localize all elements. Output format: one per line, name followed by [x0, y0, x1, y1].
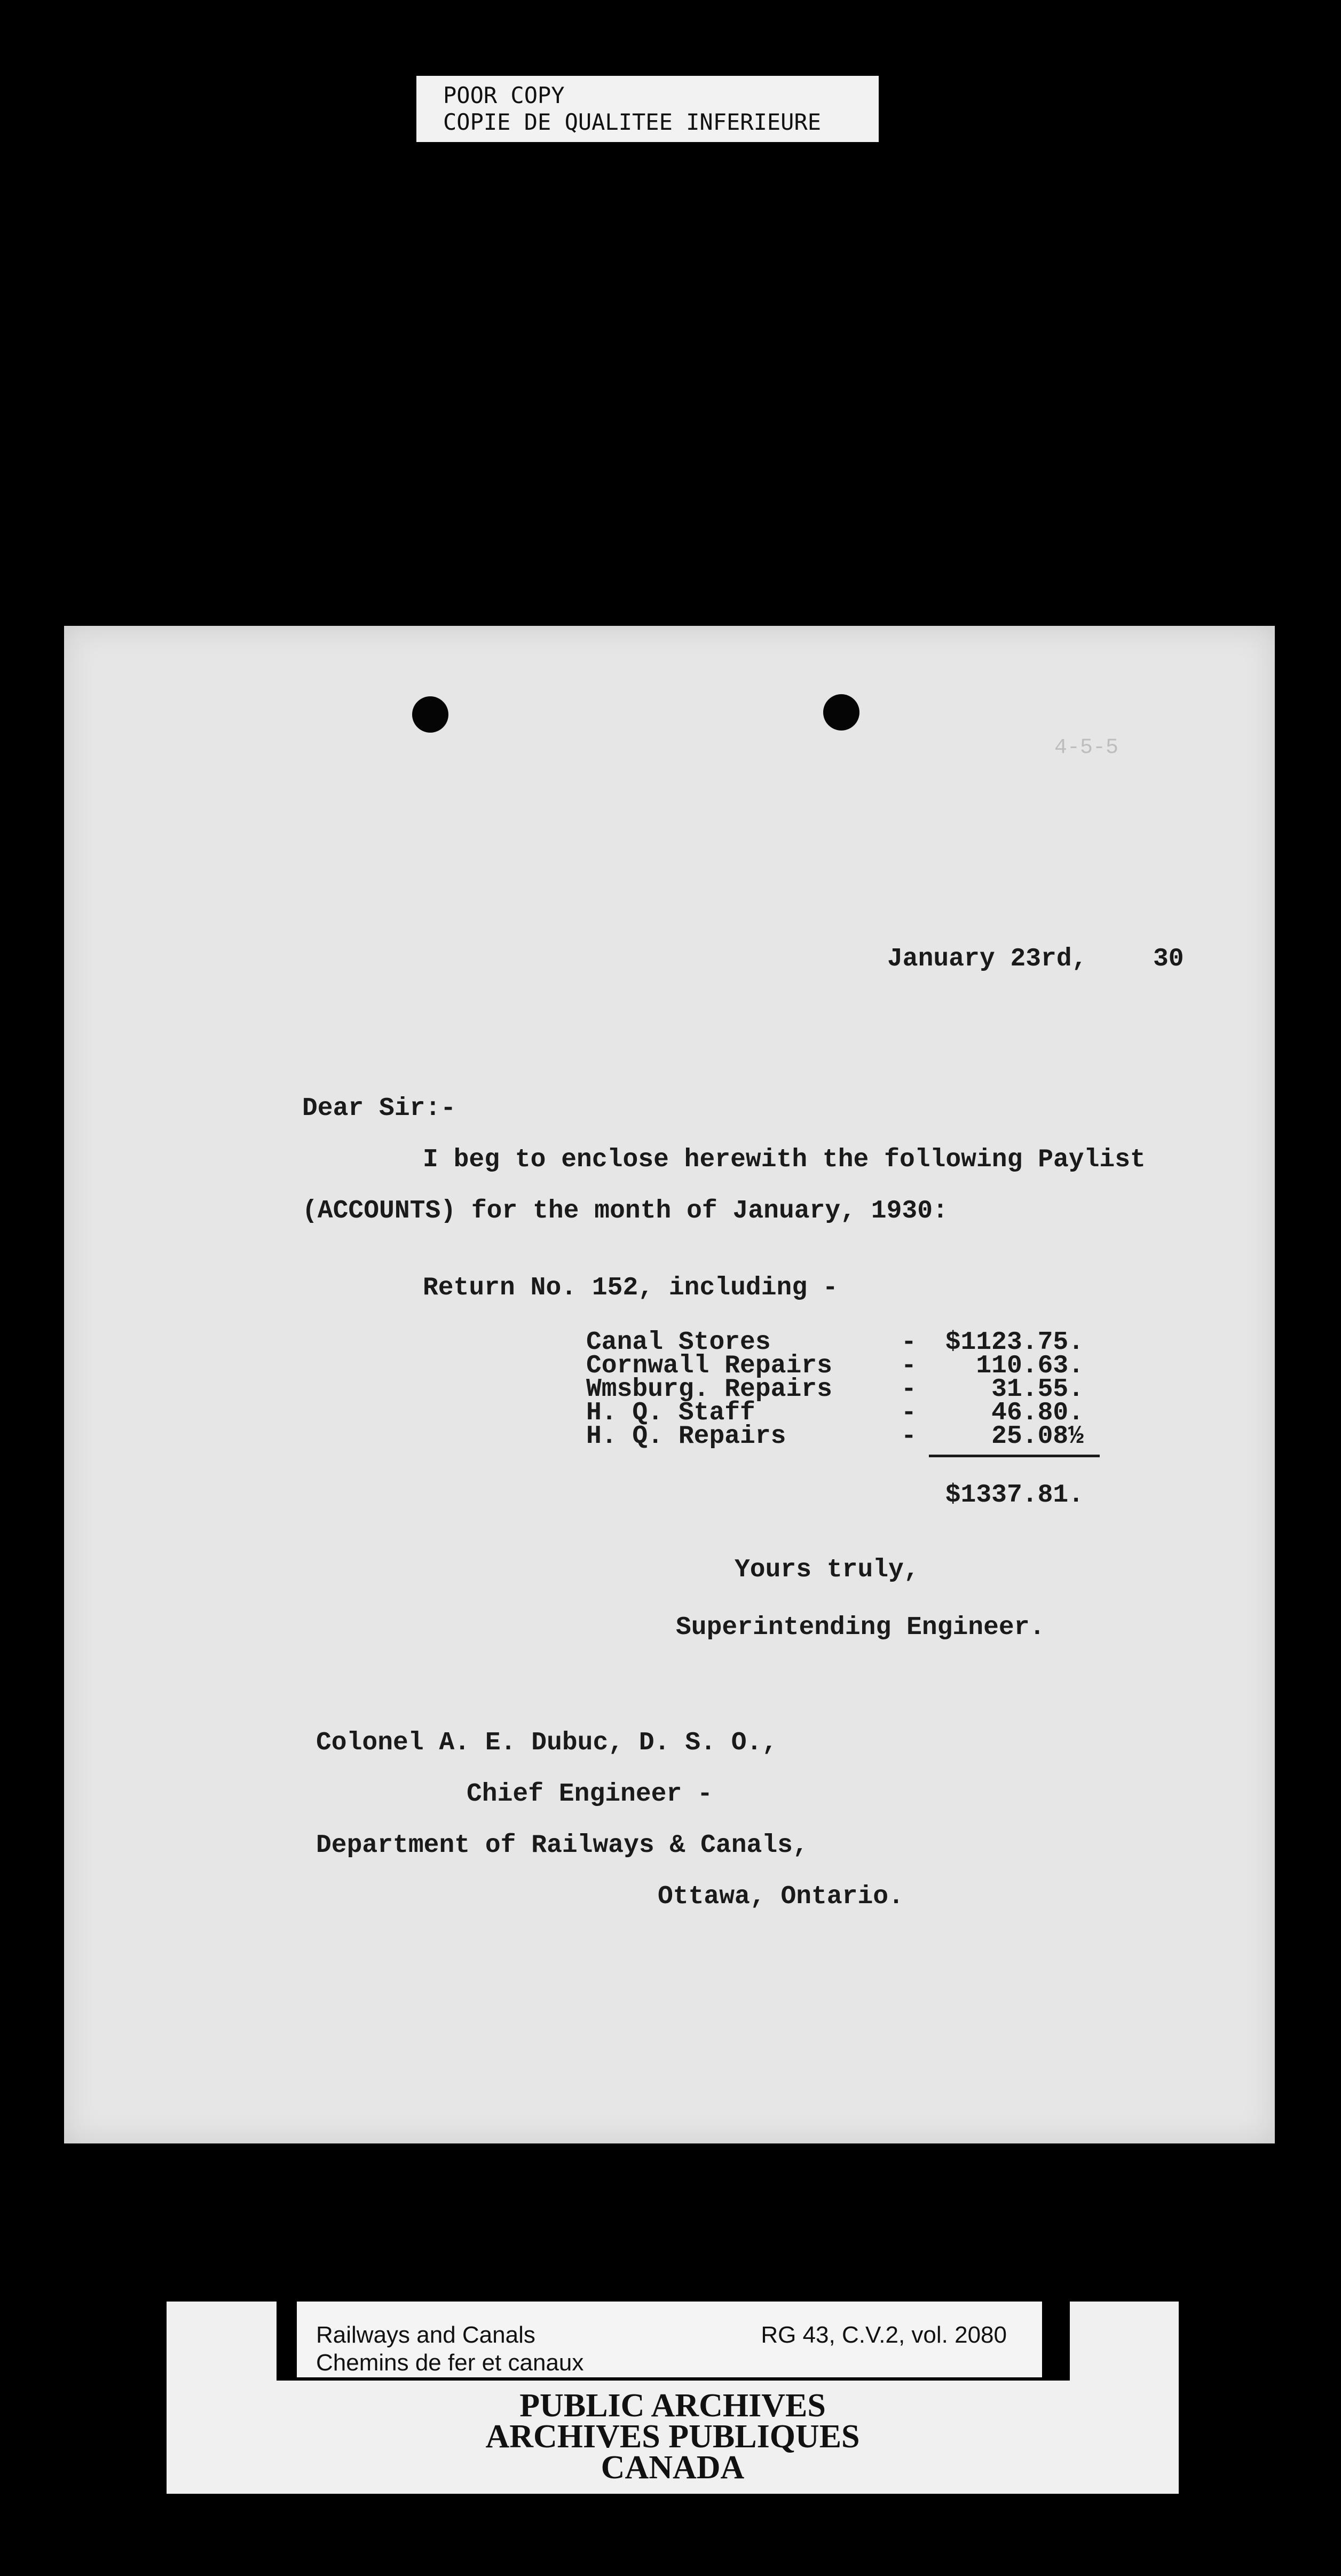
poor-copy-line-fr: COPIE DE QUALITEE INFERIEURE	[443, 109, 822, 135]
total-amount: $1337.81.	[945, 1481, 1084, 1510]
item-name: Canal Stores	[586, 1328, 771, 1357]
letter-year: 30	[1153, 945, 1184, 973]
fonds-name-en: Railways and Canals	[316, 2322, 535, 2348]
item-amount: $1123.75.	[945, 1328, 1084, 1357]
item-dash: -	[901, 1352, 917, 1380]
closing: Yours truly,	[735, 1556, 919, 1584]
file-number: 4-5-5	[1054, 736, 1119, 760]
return-line: Return No. 152, including -	[423, 1274, 838, 1302]
poor-copy-line-en: POOR COPY	[443, 82, 565, 108]
item-name: Wmsburg. Repairs	[586, 1375, 832, 1404]
item-amount: 31.55.	[991, 1375, 1084, 1404]
item-dash: -	[901, 1328, 917, 1357]
item-dash: -	[901, 1375, 917, 1404]
punch-hole-right	[823, 694, 859, 731]
recipient-line-3: Department of Railways & Canals,	[316, 1831, 808, 1860]
item-amount: 110.63.	[976, 1352, 1084, 1380]
item-dash: -	[901, 1399, 917, 1427]
body-line-1: I beg to enclose herewith the following Paylist	[423, 1145, 1146, 1174]
salutation: Dear Sir:-	[302, 1094, 456, 1123]
item-name: H. Q. Staff	[586, 1399, 755, 1427]
letter-date: January 23rd,	[887, 945, 1087, 973]
item-amount: 25.08½	[991, 1422, 1084, 1451]
item-name: H. Q. Repairs	[586, 1422, 786, 1451]
archives-country: CANADA	[601, 2449, 745, 2486]
body-line-2: (ACCOUNTS) for the month of January, 1930:	[302, 1197, 948, 1226]
poor-copy-label	[416, 76, 879, 142]
item-amount: 46.80.	[991, 1399, 1084, 1427]
archives-title-fr: ARCHIVES PUBLIQUES	[485, 2418, 860, 2455]
punch-hole-left	[412, 696, 448, 733]
item-name: Cornwall Repairs	[586, 1352, 832, 1380]
item-dash: -	[901, 1422, 917, 1451]
recipient-line-2: Chief Engineer -	[467, 1780, 713, 1809]
recipient-line-1: Colonel A. E. Dubuc, D. S. O.,	[316, 1729, 778, 1757]
recipient-line-4: Ottawa, Ontario.	[658, 1882, 904, 1911]
total-rule	[929, 1455, 1100, 1457]
fonds-name-fr: Chemins de fer et canaux	[316, 2350, 584, 2376]
archive-reference: RG 43, C.V.2, vol. 2080	[761, 2322, 1007, 2348]
signature-title: Superintending Engineer.	[676, 1613, 1045, 1642]
archives-title-en: PUBLIC ARCHIVES	[519, 2387, 826, 2424]
